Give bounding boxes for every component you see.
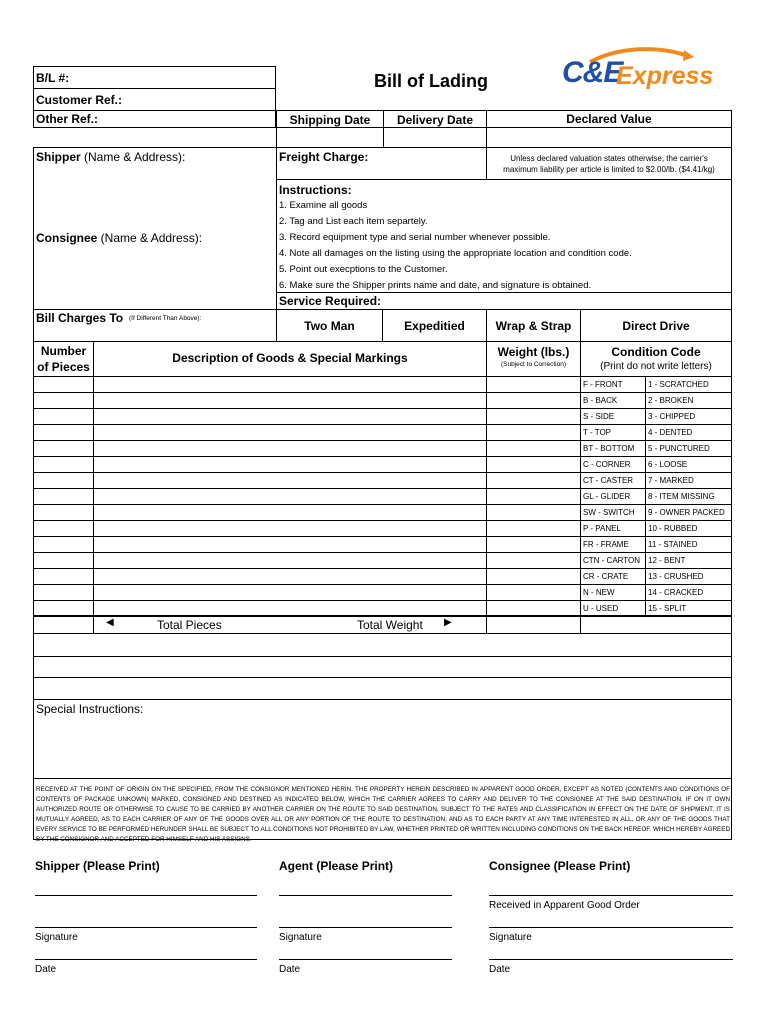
location-code-cell: [580, 584, 646, 601]
instructions-box: [276, 179, 732, 293]
condition-code-cell: [645, 424, 732, 441]
condition-code-cell-label: 15 - SPLIT: [648, 604, 687, 613]
shipper-label: Shipper (Name & Address):: [36, 150, 186, 164]
service-required-title: Service Required:: [279, 294, 382, 308]
description-cell[interactable]: [93, 488, 487, 505]
service-direct-drive[interactable]: [580, 309, 732, 342]
condition-code-cell: [645, 520, 732, 537]
location-code-cell-label: CT - CASTER: [583, 476, 634, 485]
agent-date-label: Date: [279, 964, 301, 975]
col-condition-label: Condition Code: [611, 345, 701, 359]
location-code-cell: [580, 440, 646, 457]
col-weight-label: Weight (lbs.): [497, 345, 570, 359]
blank-row[interactable]: [33, 677, 732, 700]
total-weight-input[interactable]: [486, 615, 581, 634]
location-code-cell-label: F - FRONT: [583, 380, 623, 389]
location-code-cell-label: FR - FRAME: [583, 540, 629, 549]
weight-cell[interactable]: [486, 472, 581, 489]
location-code-cell-label: C - CORNER: [583, 460, 631, 469]
consignee-print-title: Consignee (Please Print): [489, 859, 631, 873]
blank-row[interactable]: [33, 633, 732, 657]
col-desc-header: [93, 341, 487, 377]
weight-cell[interactable]: [486, 440, 581, 457]
pieces-cell[interactable]: [33, 520, 94, 537]
declared-note: [486, 147, 732, 180]
location-code-cell: [580, 488, 646, 505]
special-instructions-label: Special Instructions:: [36, 702, 144, 716]
consignee-name-line[interactable]: [489, 895, 733, 896]
shipping-date-input[interactable]: [276, 127, 384, 148]
pieces-cell[interactable]: [33, 424, 94, 441]
condition-code-cell-label: 11 - STAINED: [648, 540, 698, 549]
shipping-date-header: [276, 110, 384, 128]
bill-charges-field[interactable]: [33, 309, 277, 342]
total-pieces-label: Total Pieces: [157, 618, 222, 632]
shipper-signature-label: Signature: [35, 932, 78, 943]
service-two-man[interactable]: [276, 309, 383, 342]
location-code-cell: [580, 408, 646, 425]
total-weight-label: Total Weight: [357, 618, 423, 632]
col-condition-sub: (Print do not write letters): [600, 361, 712, 372]
pieces-cell[interactable]: [33, 536, 94, 553]
delivery-date-input[interactable]: [383, 127, 487, 148]
company-logo: [560, 44, 720, 94]
description-cell[interactable]: [93, 424, 487, 441]
customer-ref-label: Customer Ref.:: [36, 93, 123, 107]
description-cell[interactable]: [93, 536, 487, 553]
legal-text: RECEIVED AT THE POINT OF ORIGIN ON THE SPECIFIED, FROM THE CONSIGNOR MENTIONED HERIN. THE PROPERTY HEREIN DESCRIBED IN APPARENT GOOD ORDER, EXCEPT AS NOTED (CONTENTS AND CONDITIONS OF CONTENTS OF PACKAGE UNKOWN) MARKED, CONSIGNED AND DESTINED AS INDICATED BELOW, WHICH THE CARRIER AGREES TO CARRY AND DELIVER TO THE CONSIGNEE AT THE SAID DESTINATION. IF ON IT OWN AUTHORIZED ROUTE OR OTHERWISE TO CAUSE TO BE CARRIED BY ANOTHER CARRIER ON THE ROUTE TO SAID DESTINATION, SUBJECT TO THE RATES AND CLASSIFICATION IN EFFECT ON THE DATE OF SHIPMENT. IT IS MUTUALLY AGREED, AS TO EACH CARRIER OF ANY OF THE GOODS OVER ALL OR ANY PORTION OF THE ROUTE TO DESTINATION, AND AS TO EACH PARTY AT ANY TIME INTERESTED IN ALL, OR ANY OF THE GOODS THAT EVERY SERVICE TO BE PERFORMED HERUNDER SHALL BE SUBJECT TO ALL CONDITIONS NOT PROHIBITED BY LAW, WHETHER PRINTED OR WRITTEN INCLUDING CONDITIONS ON THE BACK HEREOF. WHICH HEREBY AGREED BY THE CONSIGNOR AND ACCEPTED FOR HIMSELF AND HIS ASSIGNS.: [36, 786, 730, 843]
weight-cell[interactable]: [486, 504, 581, 521]
condition-code-cell: [645, 456, 732, 473]
description-cell[interactable]: [93, 552, 487, 569]
col-condition-header: [580, 341, 732, 377]
totals-blank-cell: [580, 615, 732, 634]
description-cell[interactable]: [93, 504, 487, 521]
condition-code-cell: [645, 568, 732, 585]
location-code-cell: [580, 568, 646, 585]
location-code-cell: [580, 376, 646, 393]
shipping-date-label: Shipping Date: [289, 113, 371, 127]
declared-value-header: [486, 110, 732, 128]
location-code-cell-label: S - SIDE: [583, 412, 615, 421]
received-label: Received in Apparent Good Order: [489, 900, 640, 911]
service-expedited-label: Expeditied: [404, 319, 465, 333]
instruction-item: 2. Tag and List each item separtely.: [279, 216, 428, 227]
instruction-item: 6. Make sure the Shipper prints name and date, and signature is obtained.: [279, 280, 592, 291]
condition-code-cell-label: 3 - CHIPPED: [648, 412, 696, 421]
condition-code-cell: [645, 488, 732, 505]
pieces-cell[interactable]: [33, 568, 94, 585]
service-wrap-strap[interactable]: [486, 309, 581, 342]
col-pieces-label-1: Number: [40, 344, 87, 358]
instruction-item: 4. Note all damages on the listing using the appropriate location and condition code.: [279, 248, 632, 259]
condition-code-cell-label: 9 - OWNER PACKED: [648, 508, 725, 517]
total-pieces-input[interactable]: [33, 615, 94, 634]
condition-code-cell: [645, 408, 732, 425]
col-desc-label: Description of Goods & Special Markings: [172, 351, 408, 365]
weight-cell[interactable]: [486, 520, 581, 537]
location-code-cell: [580, 472, 646, 489]
freight-charge-label: Freight Charge:: [279, 150, 369, 164]
delivery-date-header: [383, 110, 487, 128]
condition-code-cell-label: 6 - LOOSE: [648, 460, 688, 469]
condition-code-cell-label: 14 - CRACKED: [648, 588, 704, 597]
declared-note-line2: maximum liability per article is limited to $2.00/lb. ($4.41/kg): [503, 165, 715, 174]
pieces-cell[interactable]: [33, 488, 94, 505]
condition-code-cell-label: 12 - BENT: [648, 556, 686, 565]
location-code-cell: [580, 392, 646, 409]
page-title: Bill of Lading: [374, 71, 488, 91]
bl-label: B/L #:: [36, 71, 70, 85]
description-cell[interactable]: [93, 520, 487, 537]
service-required-header: [276, 292, 732, 310]
location-code-cell-label: GL - GLIDER: [583, 492, 631, 501]
condition-code-cell: [645, 472, 732, 489]
weight-cell[interactable]: [486, 536, 581, 553]
location-code-cell: [580, 424, 646, 441]
weight-cell[interactable]: [486, 584, 581, 601]
weight-cell[interactable]: [486, 392, 581, 409]
shipper-signature-line[interactable]: [35, 927, 257, 928]
condition-code-cell-label: 10 - RUBBED: [648, 524, 698, 533]
declared-value-label: Declared Value: [566, 112, 652, 126]
freight-charge-field[interactable]: [276, 147, 487, 180]
shipper-print-title: Shipper (Please Print): [35, 859, 160, 873]
weight-cell[interactable]: [486, 488, 581, 505]
declared-note-line1: Unless declared valuation states otherwise, the carrier's: [510, 154, 708, 163]
instruction-item: 1. Examine all goods: [279, 200, 368, 211]
weight-cell[interactable]: [486, 552, 581, 569]
pieces-cell[interactable]: [33, 376, 94, 393]
condition-code-cell: [645, 584, 732, 601]
condition-code-cell: [645, 376, 732, 393]
service-expedited[interactable]: [382, 309, 487, 342]
condition-code-cell: [645, 552, 732, 569]
description-cell[interactable]: [93, 392, 487, 409]
weight-cell[interactable]: [486, 408, 581, 425]
location-code-cell-label: CR - CRATE: [583, 572, 629, 581]
col-weight-sub: (Subject to Correction): [500, 361, 567, 368]
pieces-cell[interactable]: [33, 504, 94, 521]
declared-value-input[interactable]: [486, 127, 732, 148]
weight-cell[interactable]: [486, 376, 581, 393]
consignee-label: Consignee (Name & Address):: [36, 231, 203, 245]
shipper-consignee-area[interactable]: [33, 147, 277, 310]
condition-code-cell-label: 2 - BROKEN: [648, 396, 694, 405]
location-code-cell-label: N - NEW: [583, 588, 615, 597]
location-code-cell: [580, 504, 646, 521]
location-code-cell-label: P - PANEL: [583, 524, 621, 533]
logo-ce: C&E: [562, 56, 623, 89]
location-code-cell: [580, 520, 646, 537]
other-ref-label: Other Ref.:: [36, 112, 99, 126]
consignee-date-line[interactable]: [489, 959, 733, 960]
instructions-title: Instructions:: [279, 183, 352, 197]
other-ref-field[interactable]: [33, 110, 276, 128]
description-cell[interactable]: [93, 408, 487, 425]
location-code-cell-label: CTN - CARTON: [583, 556, 641, 565]
condition-code-cell-label: 13 - CRUSHED: [648, 572, 704, 581]
location-code-cell-label: BT - BOTTOM: [583, 444, 635, 453]
service-two-man-label: Two Man: [304, 319, 355, 333]
weight-cell[interactable]: [486, 456, 581, 473]
condition-code-cell: [645, 440, 732, 457]
consignee-signature-line[interactable]: [489, 927, 733, 928]
description-cell[interactable]: [93, 440, 487, 457]
agent-signature-label: Signature: [279, 932, 322, 943]
condition-code-cell: [645, 504, 732, 521]
condition-code-cell-label: 8 - ITEM MISSING: [648, 492, 715, 501]
description-cell[interactable]: [93, 472, 487, 489]
col-weight-header: [486, 341, 581, 377]
customer-ref-field[interactable]: [33, 88, 276, 111]
legal-terms: [33, 778, 732, 843]
shipper-date-line[interactable]: [35, 959, 257, 960]
delivery-date-label: Delivery Date: [396, 113, 474, 127]
location-code-cell: [580, 536, 646, 553]
pieces-cell[interactable]: [33, 584, 94, 601]
service-wrap-strap-label: Wrap & Strap: [495, 319, 572, 333]
location-code-cell: [580, 552, 646, 569]
pieces-cell[interactable]: [33, 408, 94, 425]
bill-charges-label: Bill Charges To: [36, 311, 124, 325]
location-code-cell-label: B - BACK: [583, 396, 618, 405]
description-cell[interactable]: [93, 584, 487, 601]
description-cell[interactable]: [93, 376, 487, 393]
condition-code-cell-label: 7 - MARKED: [648, 476, 694, 485]
agent-name-line[interactable]: [279, 895, 452, 896]
condition-code-cell-label: 1 - SCRATCHED: [648, 380, 709, 389]
pieces-cell[interactable]: [33, 552, 94, 569]
description-cell[interactable]: [93, 456, 487, 473]
consignee-date-label: Date: [489, 964, 511, 975]
agent-signature-line[interactable]: [279, 927, 452, 928]
agent-print-title: Agent (Please Print): [279, 859, 394, 873]
right-arrow-icon: ▶: [444, 617, 452, 628]
pieces-cell[interactable]: [33, 472, 94, 489]
pieces-cell[interactable]: [33, 440, 94, 457]
agent-date-line[interactable]: [279, 959, 452, 960]
condition-code-cell-label: 5 - PUNCTURED: [648, 444, 710, 453]
pieces-cell[interactable]: [33, 456, 94, 473]
location-code-cell-label: T - TOP: [583, 428, 612, 437]
bl-number-field[interactable]: [33, 66, 276, 89]
instruction-item: 3. Record equipment type and serial number whenever possible.: [279, 232, 551, 243]
shipper-name-line[interactable]: [35, 895, 257, 896]
condition-code-cell: [645, 536, 732, 553]
pieces-cell[interactable]: [33, 392, 94, 409]
bill-charges-sub: (If Different Than Above):: [129, 315, 202, 322]
location-code-cell: [580, 456, 646, 473]
description-cell[interactable]: [93, 568, 487, 585]
condition-code-cell: [645, 392, 732, 409]
col-pieces-header: [33, 341, 94, 377]
service-direct-drive-label: Direct Drive: [622, 319, 690, 333]
blank-row[interactable]: [33, 656, 732, 678]
instruction-item: 5. Point out execptions to the Customer.: [279, 264, 448, 275]
left-arrow-icon: ◀: [106, 617, 114, 628]
weight-cell[interactable]: [486, 568, 581, 585]
logo-express: Express: [616, 62, 714, 90]
weight-cell[interactable]: [486, 424, 581, 441]
shipper-date-label: Date: [35, 964, 57, 975]
consignee-signature-label: Signature: [489, 932, 532, 943]
col-pieces-label-2: of Pieces: [37, 360, 90, 374]
totals-row: [93, 615, 487, 634]
location-code-cell-label: U - USED: [583, 604, 619, 613]
location-code-cell-label: SW - SWITCH: [583, 508, 635, 517]
condition-code-cell-label: 4 - DENTED: [648, 428, 693, 437]
special-instructions-field[interactable]: [33, 699, 732, 779]
